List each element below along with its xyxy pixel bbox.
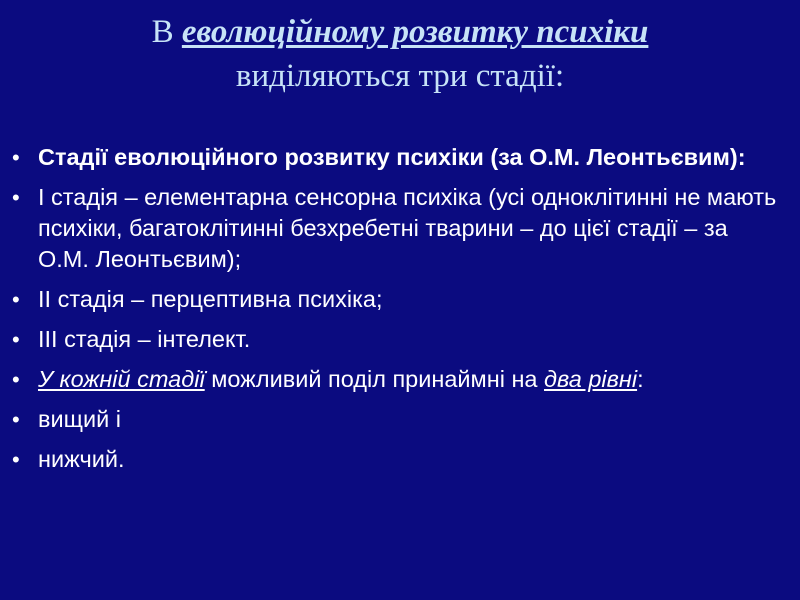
bullet-item-levels xyxy=(10,364,778,395)
bullet-text: Стадії еволюційного розвитку психіки (за О.М. Леонтьєвим): xyxy=(38,144,746,170)
title-line-2: виділяються три стадії: xyxy=(235,58,565,94)
bullet-item-stage-3 xyxy=(10,324,778,355)
bullet-item-stage-2 xyxy=(10,284,778,315)
title-line-1 xyxy=(40,10,760,54)
link-two-levels[interactable]: два рівні xyxy=(544,366,638,392)
bullet-text: нижчий. xyxy=(38,446,125,472)
bullet-text: можливий поділ принаймні на xyxy=(204,366,545,392)
bullet-icon: • xyxy=(12,327,20,352)
title-prefix: В xyxy=(151,14,182,50)
bullet-text: І стадія – елементарна сенсорна психіка (усі одноклітинні не мають психіки, багатоклітинні безхребетні тварини – до цієї стадії – за О.М. Леонтьєвим); xyxy=(38,184,777,272)
bullet-icon: • xyxy=(12,407,20,432)
bullet-icon: • xyxy=(12,185,20,210)
bullet-text-colon: : xyxy=(637,366,644,392)
bullet-icon: • xyxy=(12,367,20,392)
bullet-icon: • xyxy=(12,447,20,472)
bullet-item-higher xyxy=(10,404,778,435)
bullet-list xyxy=(10,142,778,484)
bullet-text: ІІ стадія – перцептивна психіка; xyxy=(38,286,383,312)
slide-title xyxy=(40,10,760,98)
bullet-icon: • xyxy=(12,145,20,170)
title-emphasis: еволюційному розвитку психіки xyxy=(181,14,649,50)
link-each-stage[interactable]: У кожній стадії xyxy=(38,366,205,392)
bullet-text: ІІІ стадія – інтелект. xyxy=(38,326,251,352)
bullet-icon: • xyxy=(12,287,20,312)
bullet-item-stage-1 xyxy=(10,182,778,275)
bullet-item-stages-heading xyxy=(10,142,778,173)
bullet-item-lower xyxy=(10,444,778,475)
bullet-text: вищий і xyxy=(38,406,121,432)
